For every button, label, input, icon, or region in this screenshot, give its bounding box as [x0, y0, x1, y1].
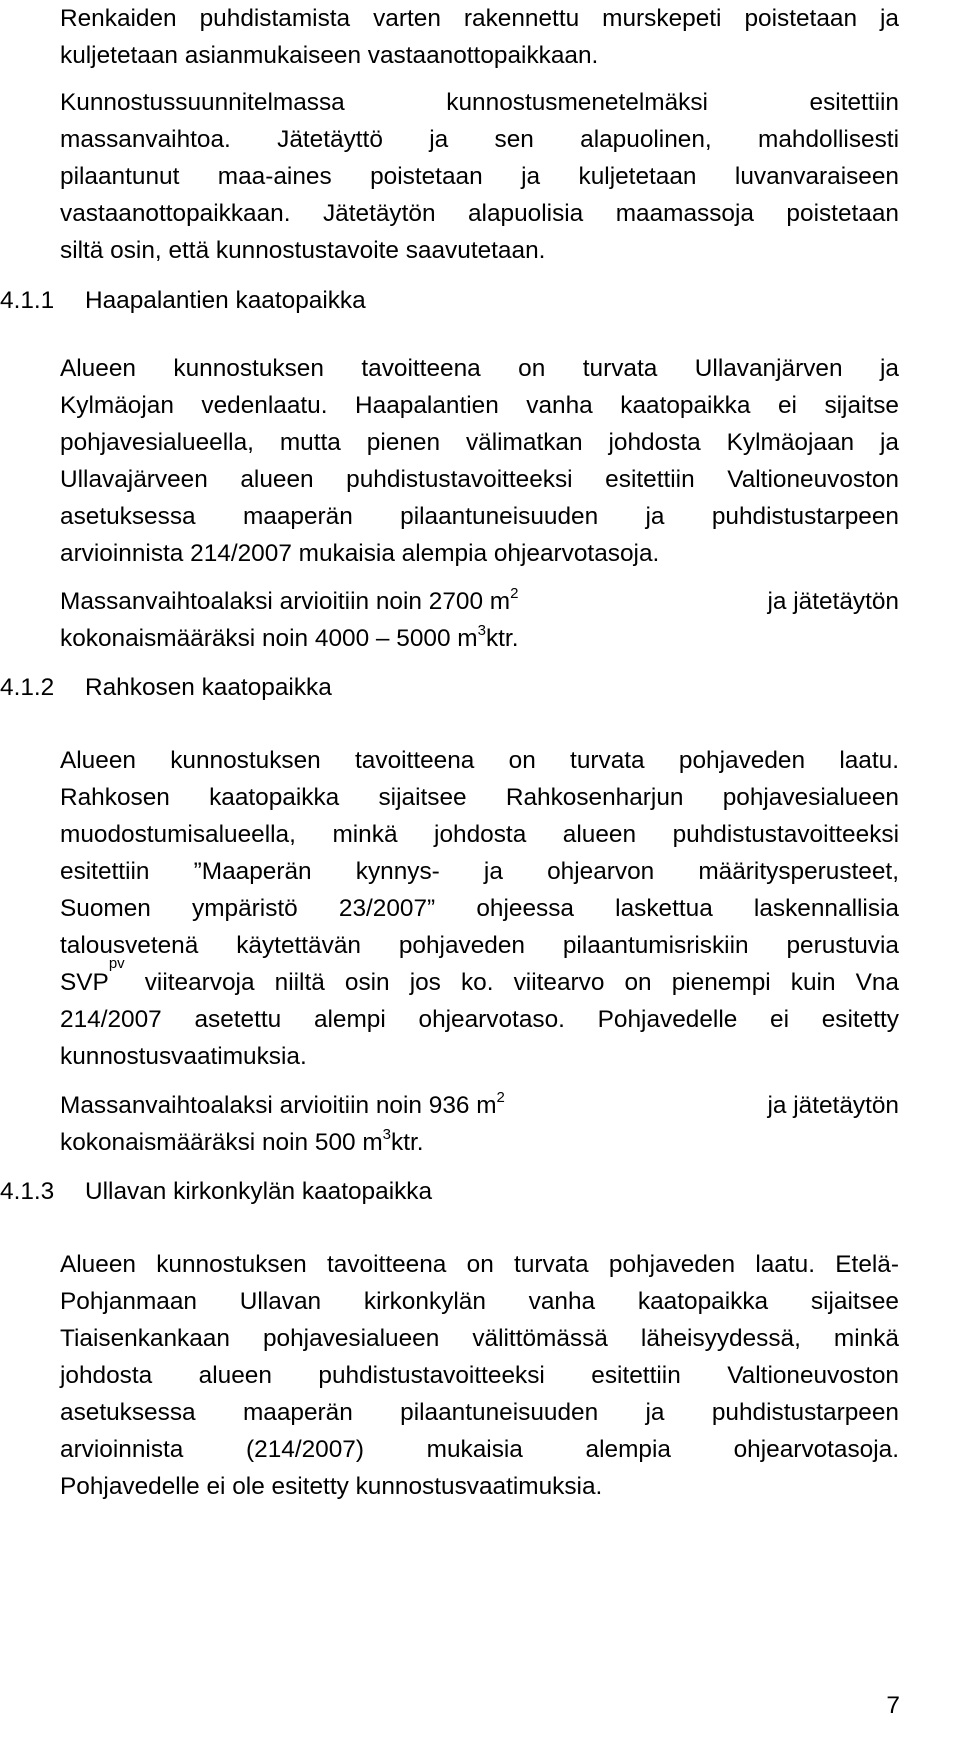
mass-area-end: ja jätetäytön [767, 588, 899, 615]
text-line [60, 583, 899, 620]
text-line: 214/2007 asetettu alempi ohjearvotaso. Pohjavedelle ei esitetty [60, 1006, 899, 1033]
text-line: johdosta alueen puhdistustavoitteeksi esitettiin Valtioneuvoston [60, 1362, 899, 1389]
text-line: Tiaisenkankaan pohjavesialueen välittömässä läheisyydessä, minkä [60, 1325, 899, 1352]
text-line: kokonaismääräksi noin 4000 – 5000 $m^3ktr$. [60, 621, 519, 652]
text-line: Pohjavedelle ei ole esitetty kunnostusvaatimuksia. [60, 1473, 603, 1500]
text-line: Alueen kunnostuksen tavoitteena on turvata pohjaveden laatu. Etelä- [60, 1251, 899, 1278]
text-line: Ullavajärveen alueen puhdistustavoitteeksi esitettiin Valtioneuvoston [60, 466, 899, 493]
text-line: Kylmäojan vedenlaatu. Haapalantien vanha kaatopaikka ei sijaitse [60, 392, 899, 419]
text-line: pilaantunut maa-aines poistetaan ja kuljetetaan luvanvaraiseen [60, 163, 899, 190]
text-line: arvioinnista (214/2007) mukaisia alempia ohjearvotasoja. [60, 1436, 899, 1463]
section-number: 4.1.1 [0, 287, 55, 314]
section-number: 4.1.3 [0, 1178, 55, 1205]
text-line: talousvetenä käytettävän pohjaveden pilaantumisriskiin perustuvia [60, 932, 899, 959]
text-line: kunnostusvaatimuksia. [60, 1043, 307, 1070]
text-line: kokonaismääräksi noin 500 $m^3ktr$. [60, 1125, 424, 1156]
section-number: 4.1.2 [0, 674, 55, 701]
mass-area-text: Massanvaihtoalaksi arvioitiin noin 2700 $m^2$ [60, 584, 519, 615]
text-line: SVP pv viitearvoja niiltä osin jos ko. viitearvo on pienempi kuin Vna [60, 964, 899, 1001]
page-number: 7 [886, 1692, 900, 1719]
text-line: Alueen kunnostuksen tavoitteena on turvata Ullavanjärven ja [60, 355, 899, 382]
text-line: pohjavesialueella, mutta pienen välimatkan johdosta Kylmäojaan ja [60, 429, 899, 456]
paragraph-haapalantie [60, 350, 899, 572]
text-line: vastaanottopaikkaan. Jätetäytön alapuolisia maamassoja poistetaan [60, 200, 899, 227]
mass-area-text: Massanvaihtoalaksi arvioitiin noin 936 $m^2$ [60, 1088, 505, 1119]
paragraph-haapalantie-mass [60, 583, 899, 657]
text-line: asetuksessa maaperän pilaantuneisuuden ja puhdistustarpeen [60, 1399, 899, 1426]
text-line: massanvaihtoa. Jätetäyttö ja sen alapuolinen, mahdollisesti [60, 126, 899, 153]
paragraph-rahkonen-mass [60, 1087, 899, 1161]
text-line: arvioinnista 214/2007 mukaisia alempia ohjearvotasoja. [60, 540, 660, 567]
paragraph-rahkonen [60, 742, 899, 1075]
text-line: esitettiin ”Maaperän kynnys- ja ohjearvon määritysperusteet, [60, 858, 899, 885]
section-heading-4-1-1 [0, 282, 366, 319]
text-line: Suomen ympäristö 23/2007” ohjeessa laskettua laskennallisia [60, 895, 899, 922]
superscript: 3 [477, 621, 486, 639]
paragraph-ullava [60, 1246, 899, 1505]
section-heading-4-1-2 [0, 669, 332, 706]
paragraph-crusher-bed [60, 0, 899, 74]
superscript: 3 [382, 1125, 392, 1143]
text-line: Renkaiden puhdistamista varten rakennettu murskepeti poistetaan ja [60, 5, 899, 32]
text-line [60, 1087, 899, 1124]
text-line: Rahkosen kaatopaikka sijaitsee Rahkosenharjun pohjavesialueen [60, 784, 899, 811]
text-line: siltä osin, että kunnostustavoite saavutetaan. [60, 237, 546, 264]
section-title: Ullavan kirkonkylän kaatopaikka [85, 1178, 433, 1205]
subscript: pv [108, 955, 125, 972]
text-line: asetuksessa maaperän pilaantuneisuuden ja puhdistustarpeen [60, 503, 899, 530]
paragraph-remediation-plan [60, 84, 899, 269]
text-line: kuljetetaan asianmukaiseen vastaanottopaikkaan. [60, 42, 599, 69]
superscript: 2 [496, 1088, 505, 1106]
section-title: Rahkosen kaatopaikka [85, 674, 332, 701]
section-title: Haapalantien kaatopaikka [85, 287, 366, 314]
text-line: Pohjanmaan Ullavan kirkonkylän vanha kaatopaikka sijaitsee [60, 1288, 899, 1315]
superscript: 2 [510, 584, 519, 602]
text-line: Kunnostussuunnitelmassa kunnostusmenetelmäksi esitettiin [60, 89, 899, 116]
mass-area-end: ja jätetäytön [767, 1092, 899, 1119]
text-line: muodostumisalueella, minkä johdosta alueen puhdistustavoitteeksi [60, 821, 899, 848]
section-heading-4-1-3 [0, 1173, 432, 1210]
text-line: Alueen kunnostuksen tavoitteena on turvata pohjaveden laatu. [60, 747, 899, 774]
